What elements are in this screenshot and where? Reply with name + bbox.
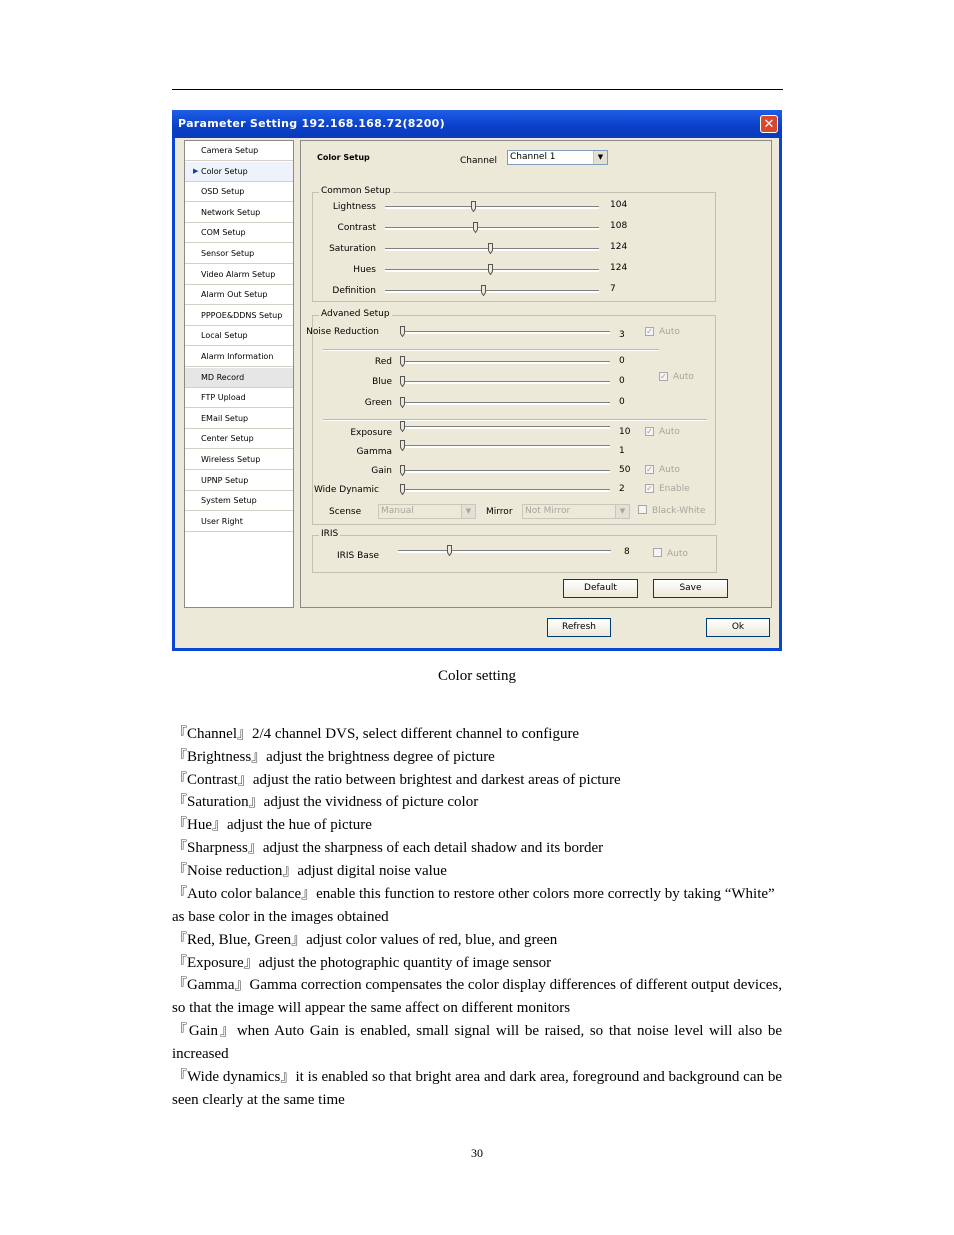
slider-label: Lightness	[332, 202, 376, 212]
sidebar-item-alarm-information[interactable]	[185, 347, 293, 367]
slider-thumb[interactable]	[400, 440, 405, 451]
sidebar-item-label: Sensor Setup	[201, 249, 255, 258]
noise-auto-label: Auto	[659, 327, 680, 337]
iris-auto-label: Auto	[667, 549, 688, 559]
iris-base-slider[interactable]	[398, 550, 611, 553]
gamma-slider[interactable]	[402, 445, 610, 448]
slider-thumb[interactable]	[400, 465, 405, 476]
noise-reduction-value: 3	[619, 330, 625, 340]
divider	[323, 419, 707, 421]
sidebar-item-upnp-setup[interactable]	[185, 471, 293, 491]
iris-base-value: 8	[624, 547, 630, 557]
noise-reduction-label: Noise Reduction	[306, 327, 379, 337]
mirror-value: Not Mirror	[525, 506, 571, 516]
sidebar-item-label: UPNP Setup	[201, 475, 249, 485]
slider-value: 7	[610, 284, 616, 294]
figure-caption: Color setting	[438, 668, 516, 684]
sidebar-item-wireless-setup[interactable]	[185, 450, 293, 470]
dialog-title: Parameter Setting 192.168.168.72(8200)	[178, 117, 445, 130]
chevron-down-icon[interactable]: ▼	[461, 505, 475, 518]
blue-slider[interactable]	[402, 381, 610, 384]
red-label: Red	[374, 357, 392, 367]
paragraph-exposure: 『Exposure』adjust the photographic quantity of image sensor	[172, 955, 552, 971]
wide-dynamic-enable-label: Enable	[659, 484, 690, 494]
green-value: 0	[619, 397, 625, 407]
paragraph-auto-color-balance: 『Auto color balance』enable this function to restore other colors more correctly by taking “White” as base color in the images obtained	[172, 886, 775, 925]
channel-value: Channel 1	[510, 152, 556, 162]
advanced-setup-legend: Advaned Setup	[321, 309, 390, 319]
green-label: Green	[364, 398, 392, 408]
slider-label: Definition	[332, 286, 376, 296]
sidebar-item-label: Alarm Information	[201, 352, 274, 361]
slider-thumb[interactable]	[400, 484, 405, 495]
iris-auto-checkbox[interactable]	[653, 548, 662, 557]
gain-auto-checkbox[interactable]: ✓	[646, 465, 653, 474]
sidebar-item-label: Network Setup	[201, 207, 261, 217]
settings-sidebar	[184, 140, 294, 608]
sidebar-item-label: OSD Setup	[201, 187, 245, 197]
slider-label: Hues	[353, 265, 376, 275]
chevron-down-icon[interactable]: ▼	[593, 151, 607, 164]
slider-thumb[interactable]	[400, 356, 405, 367]
gain-value: 50	[619, 465, 631, 475]
paragraph-gain: 『Gain』when Auto Gain is enabled, small signal will be raised, so that noise level will also be increased	[172, 1023, 782, 1062]
common-slider-contrast[interactable]	[385, 227, 599, 230]
default-button[interactable]: Default	[563, 579, 638, 598]
sidebar-item-label: PPPOE&DDNS Setup	[201, 310, 283, 320]
blue-label: Blue	[372, 377, 392, 387]
paragraph-sharpness: 『Sharpness』adjust the sharpness of each detail shadow and its border	[172, 840, 604, 856]
parameter-setting-dialog	[172, 110, 782, 651]
close-icon[interactable]: ✕	[760, 115, 778, 133]
scense-label: Scense	[329, 507, 362, 517]
slider-thumb[interactable]	[447, 545, 452, 556]
slider-value: 124	[610, 242, 628, 252]
header-rule	[172, 89, 783, 90]
slider-thumb[interactable]	[481, 285, 486, 296]
sidebar-item-local-setup[interactable]	[185, 326, 293, 346]
sidebar-item-label: FTP Upload	[201, 393, 246, 403]
sidebar-item-camera-setup[interactable]	[185, 141, 293, 161]
paragraph-channel: 『Channel』2/4 channel DVS, select different channel to configure	[172, 726, 580, 742]
sidebar-item-network-setup[interactable]	[185, 203, 293, 223]
blue-value: 0	[619, 376, 625, 386]
chevron-down-icon[interactable]: ▼	[615, 505, 629, 518]
paragraph-wide-dynamics: 『Wide dynamics』it is enabled so that bright area and dark area, foreground and background can be seen clearly at the same time	[172, 1069, 782, 1108]
slider-thumb[interactable]	[400, 326, 405, 337]
sidebar-item-color-setup[interactable]	[185, 162, 293, 182]
slider-thumb[interactable]	[473, 222, 478, 233]
gain-slider[interactable]	[402, 470, 610, 473]
black-white-label: Black-White	[652, 506, 706, 516]
scense-value: Manual	[381, 506, 414, 516]
sidebar-item-label: User Right	[201, 516, 243, 526]
slider-value: 108	[610, 221, 628, 231]
sidebar-item-label: Center Setup	[201, 434, 254, 444]
exposure-auto-checkbox[interactable]: ✓	[646, 427, 653, 436]
sidebar-item-label: Color Setup	[201, 166, 248, 176]
exposure-value: 10	[619, 427, 631, 437]
green-slider[interactable]	[402, 402, 610, 405]
sidebar-item-sensor-setup[interactable]	[185, 244, 293, 264]
common-setup-legend: Common Setup	[321, 186, 391, 196]
sidebar-item-label: Video Alarm Setup	[201, 269, 276, 279]
sidebar-item-md-record[interactable]	[185, 368, 293, 388]
gamma-value: 1	[619, 446, 625, 456]
page-number: 30	[471, 1146, 483, 1160]
iris-legend: IRIS	[321, 529, 339, 539]
slider-label: Saturation	[329, 244, 376, 254]
channel-select[interactable]	[507, 150, 608, 165]
paragraph-hue: 『Hue』adjust the hue of picture	[172, 817, 372, 833]
sidebar-item-system-setup[interactable]	[185, 491, 293, 511]
slider-thumb[interactable]	[400, 376, 405, 387]
slider-thumb[interactable]	[488, 243, 493, 254]
exposure-slider[interactable]	[402, 426, 610, 429]
slider-thumb[interactable]	[471, 201, 476, 212]
panel-title: Color Setup	[317, 153, 370, 162]
color-balance-auto-label: Auto	[673, 372, 694, 382]
paragraph-rgb: 『Red, Blue, Green』adjust color values of red, blue, and green	[172, 932, 558, 948]
color-setup-panel	[300, 140, 772, 608]
mirror-label: Mirror	[486, 507, 513, 517]
red-value: 0	[619, 356, 625, 366]
noise-reduction-slider[interactable]	[402, 331, 610, 334]
sidebar-item-center-setup[interactable]	[185, 429, 293, 449]
sidebar-item-label: MD Record	[201, 372, 245, 382]
divider	[323, 349, 659, 351]
gamma-label: Gamma	[356, 447, 392, 457]
channel-label: Channel	[460, 156, 497, 166]
sidebar-item-pppoe-ddns-setup[interactable]	[185, 306, 293, 326]
color-balance-auto-checkbox[interactable]: ✓	[660, 372, 667, 381]
slider-label: Contrast	[337, 223, 376, 233]
dialog-titlebar[interactable]	[172, 110, 782, 138]
sidebar-item-email-setup[interactable]	[185, 409, 293, 429]
iris-base-label: IRIS Base	[337, 551, 380, 561]
sidebar-item-ftp-upload[interactable]	[185, 388, 293, 408]
paragraph-saturation: 『Saturation』adjust the vividness of picture color	[172, 794, 479, 810]
sidebar-item-label: Wireless Setup	[201, 455, 261, 464]
sidebar-item-label: System Setup	[201, 496, 257, 506]
exposure-auto-label: Auto	[659, 427, 680, 437]
dialog-client	[175, 138, 779, 648]
slider-thumb[interactable]	[400, 397, 405, 408]
common-slider-lightness[interactable]	[385, 206, 599, 209]
sidebar-item-label: Alarm Out Setup	[201, 290, 268, 300]
refresh-button[interactable]: Refresh	[547, 618, 611, 637]
sidebar-item-label: Local Setup	[201, 331, 248, 341]
paragraph-gamma: 『Gamma』Gamma correction compensates the color display differences of different output devices, so that the image will appear the same affect on different monitors	[172, 977, 782, 1016]
red-slider[interactable]	[402, 361, 610, 364]
slider-value: 124	[610, 263, 628, 273]
black-white-checkbox[interactable]	[638, 505, 647, 514]
paragraph-brightness: 『Brightness』adjust the brightness degree of picture	[172, 749, 495, 765]
paragraph-contrast: 『Contrast』adjust the ratio between brightest and darkest areas of picture	[172, 772, 621, 788]
wide-dynamic-value: 2	[619, 484, 625, 494]
sidebar-item-label: Camera Setup	[201, 146, 259, 155]
sidebar-item-video-alarm-setup[interactable]	[185, 265, 293, 285]
scense-select[interactable]	[378, 504, 476, 519]
slider-value: 104	[610, 200, 628, 210]
wide-dynamic-enable-checkbox[interactable]: ✓	[646, 484, 653, 493]
exposure-label: Exposure	[350, 428, 392, 438]
common-slider-definition[interactable]	[385, 290, 599, 293]
sidebar-item-alarm-out-setup[interactable]	[185, 285, 293, 305]
save-button[interactable]: Save	[653, 579, 728, 598]
selected-arrow-icon: ▶	[193, 166, 199, 175]
sidebar-item-osd-setup[interactable]	[185, 182, 293, 202]
mirror-select[interactable]	[522, 504, 630, 519]
wide-dynamic-slider[interactable]	[402, 489, 610, 492]
slider-thumb[interactable]	[488, 264, 493, 275]
sidebar-item-label: COM Setup	[201, 228, 246, 238]
gain-auto-label: Auto	[659, 465, 680, 475]
gain-label: Gain	[371, 466, 392, 476]
paragraph-noise-reduction: 『Noise reduction』adjust digital noise value	[172, 863, 447, 879]
ok-button[interactable]: Ok	[706, 618, 770, 637]
sidebar-item-com-setup[interactable]	[185, 223, 293, 243]
wide-dynamic-label: Wide Dynamic	[313, 485, 379, 495]
slider-thumb[interactable]	[400, 421, 405, 432]
sidebar-item-user-right[interactable]	[185, 512, 293, 532]
noise-auto-checkbox[interactable]: ✓	[646, 327, 653, 336]
sidebar-item-label: EMail Setup	[201, 413, 249, 423]
